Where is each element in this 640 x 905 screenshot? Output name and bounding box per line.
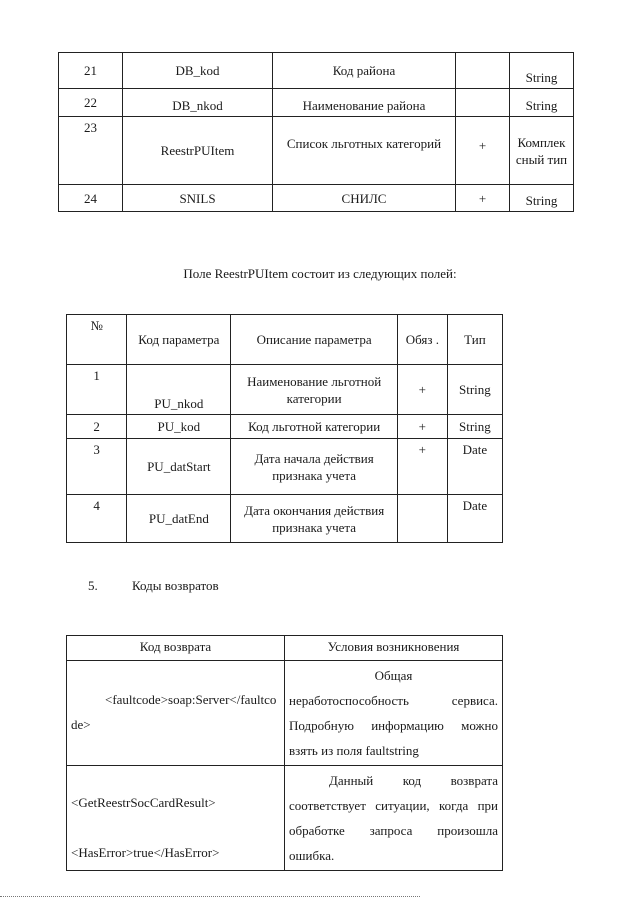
param-code: PU_datStart (127, 439, 231, 495)
param-required: + (397, 415, 447, 439)
table-row (67, 661, 503, 766)
field-required: + (456, 185, 510, 212)
field-required (456, 53, 510, 89)
header-type: Тип (447, 315, 502, 365)
table-row (67, 415, 503, 439)
section-heading (88, 578, 219, 594)
param-description: Код льготной категории (231, 415, 397, 439)
param-code: PU_nkod (127, 365, 231, 415)
param-type: Date (447, 439, 502, 495)
table-row (67, 495, 503, 543)
header-return-code: Код возврата (67, 636, 285, 661)
field-name: ReestrPUItem (123, 117, 273, 185)
param-code: PU_kod (127, 415, 231, 439)
table-caption: Поле ReestrPUItem состоит из следующих полей: (183, 266, 457, 281)
row-number: 22 (59, 89, 123, 117)
row-number: 2 (67, 415, 127, 439)
param-description: Дата начала действия признака учета (231, 439, 397, 495)
param-required: + (397, 365, 447, 415)
param-type: String (447, 365, 502, 415)
page-bottom-rule (0, 896, 420, 897)
fields-table-continued (58, 52, 574, 212)
table-row (59, 89, 574, 117)
field-description: СНИЛС (273, 185, 456, 212)
field-type: Комплек сный тип (510, 117, 574, 185)
return-condition (285, 661, 503, 766)
param-description: Дата окончания действия признака учета (231, 495, 397, 543)
field-required (456, 89, 510, 117)
row-number: 24 (59, 185, 123, 212)
param-description: Наименование льготной категории (231, 365, 397, 415)
condition-text: неработоспособность сервиса. Подробную информацию можно взять из поля faultstring (289, 693, 498, 758)
row-number: 4 (67, 495, 127, 543)
table-row (67, 365, 503, 415)
header-conditions: Условия возникновения (285, 636, 503, 661)
table-row (59, 117, 574, 185)
row-number: 23 (59, 117, 123, 185)
table-row (59, 185, 574, 212)
param-type: Date (447, 495, 502, 543)
param-type: String (447, 415, 502, 439)
field-type: String (510, 185, 574, 212)
header-code: Код параметра (127, 315, 231, 365)
header-description: Описание параметра (231, 315, 397, 365)
param-required: + (397, 439, 447, 495)
table-header-row (67, 315, 503, 365)
table-header-row (67, 636, 503, 661)
section-title: Коды возвратов (132, 578, 219, 593)
table-row (67, 439, 503, 495)
return-condition: Данный код возврата соответствует ситуации, когда при обработке запроса произошла ошибка. (285, 766, 503, 871)
field-name: DB_nkod (123, 89, 273, 117)
field-description: Список льготных категорий (273, 117, 456, 185)
header-number: № (67, 315, 127, 365)
row-number: 3 (67, 439, 127, 495)
return-codes-table (66, 635, 503, 871)
reestrpuitem-fields-table (66, 314, 503, 543)
field-description: Код района (273, 53, 456, 89)
row-number: 1 (67, 365, 127, 415)
field-name: SNILS (123, 185, 273, 212)
field-required: + (456, 117, 510, 185)
param-code: PU_datEnd (127, 495, 231, 543)
return-code-line: <HasError>true</HasError> (71, 845, 220, 860)
field-description: Наименование района (273, 89, 456, 117)
field-name: DB_kod (123, 53, 273, 89)
return-code-line: <GetReestrSocCardResult> (71, 795, 216, 810)
table-row (67, 766, 503, 871)
row-number: 21 (59, 53, 123, 89)
table-row (59, 53, 574, 89)
section-number: 5. (88, 578, 98, 593)
field-type: String (510, 53, 574, 89)
return-code: <faultcode>soap:Server</faultcode> (67, 661, 285, 766)
param-required (397, 495, 447, 543)
return-code (67, 766, 285, 871)
header-required: Обяз . (397, 315, 447, 365)
field-type: String (510, 89, 574, 117)
condition-first-line: Общая (374, 668, 413, 683)
